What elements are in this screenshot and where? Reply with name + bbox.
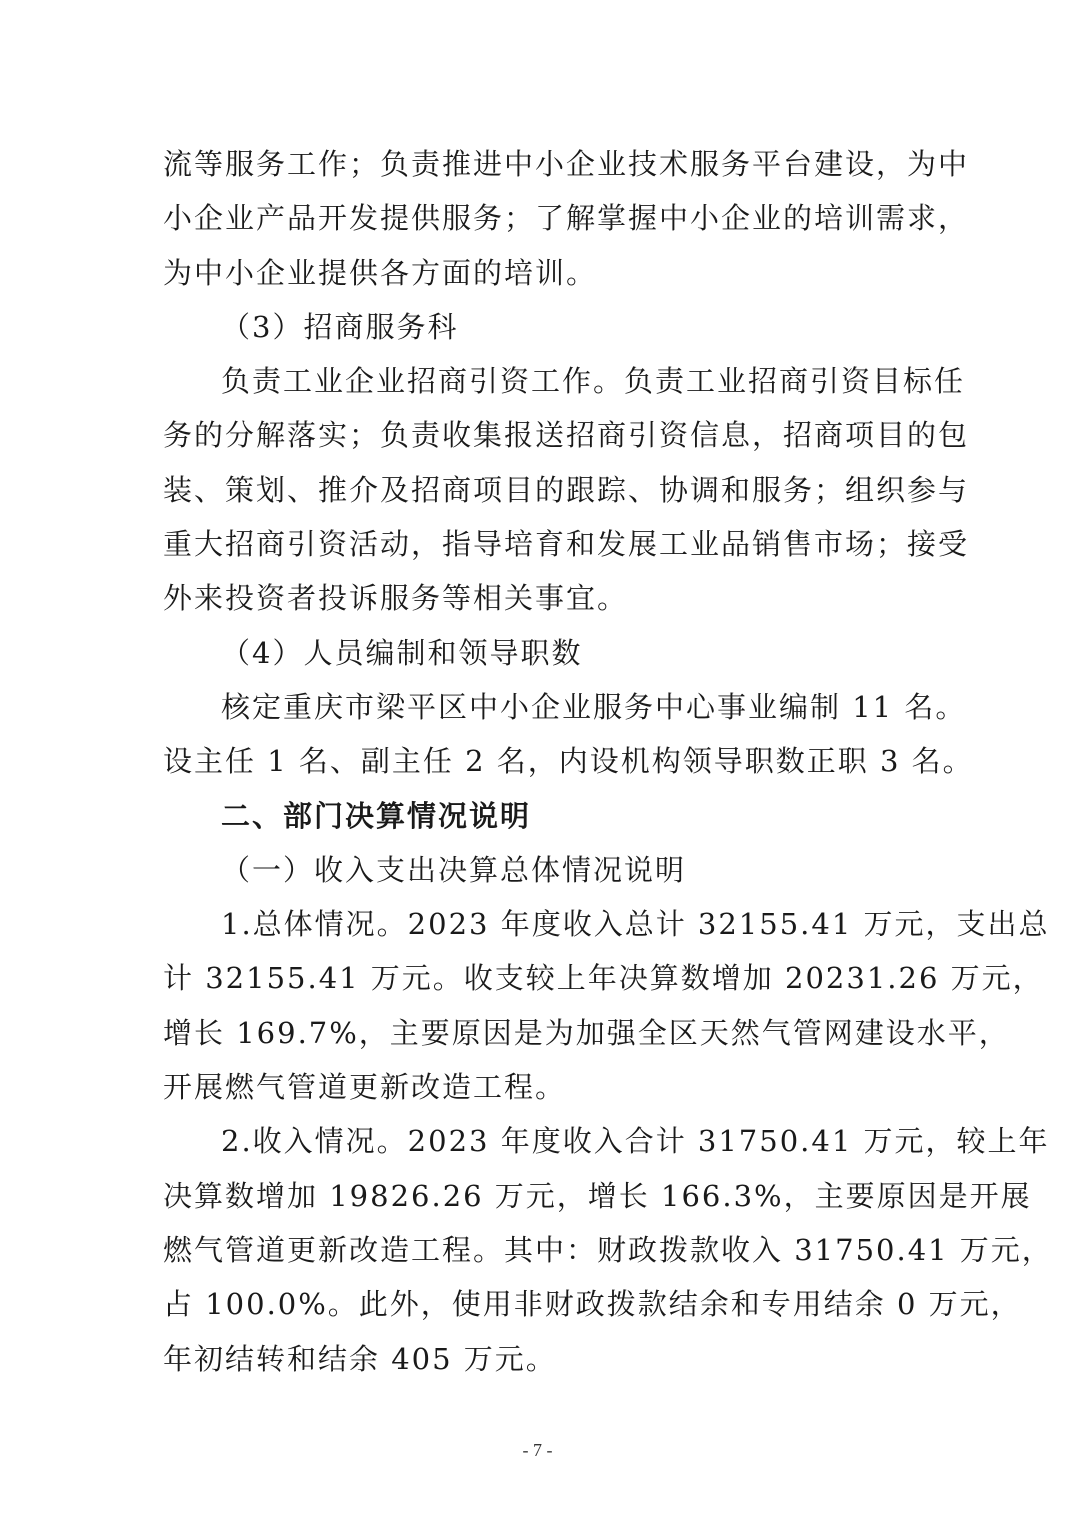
body-text-line: 装、策划、推介及招商项目的跟踪、协调和服务；组织参与 xyxy=(163,472,970,507)
body-text-line: 务的分解落实；负责收集报送招商引资信息，招商项目的包 xyxy=(163,418,970,453)
document-body xyxy=(163,137,1053,1386)
subsection-heading: （3）招商服务科 xyxy=(221,309,459,344)
body-text-line: 外来投资者投诉服务等相关事宜。 xyxy=(163,581,629,616)
body-text-line: 燃气管道更新改造工程。其中：财政拨款收入 31750.41 万元， xyxy=(163,1232,1053,1267)
body-text-line: 负责工业企业招商引资工作。负责工业招商引资目标任 xyxy=(221,364,966,399)
body-text-line: 1.总体情况。2023 年度收入总计 32155.41 万元，支出总 xyxy=(221,907,1050,942)
body-text-line: 流等服务工作；负责推进中小企业技术服务平台建设，为中 xyxy=(163,147,970,181)
subsection-heading: （4）人员编制和领导职数 xyxy=(221,635,583,670)
body-text-line: 决算数增加 19826.26 万元，增长 166.3%，主要原因是开展 xyxy=(163,1178,1032,1213)
body-text-line: 设主任 1 名、副主任 2 名，内设机构领导职数正职 3 名。 xyxy=(163,744,974,779)
body-text-line: 占 100.0%。此外，使用非财政拨款结余和专用结余 0 万元， xyxy=(163,1287,1022,1322)
section-heading: 二、部门决算情况说明 xyxy=(221,798,532,833)
body-text-line: 增长 169.7%，主要原因是为加强全区天然气管网建设水平， xyxy=(163,1015,1010,1050)
subsection-heading: （一）收入支出决算总体情况说明 xyxy=(221,852,687,887)
body-text-line: 小企业产品开发提供服务；了解掌握中小企业的培训需求， xyxy=(163,201,970,236)
body-text-line: 为中小企业提供各方面的培训。 xyxy=(163,255,598,290)
body-text-line: 2.收入情况。2023 年度收入合计 31750.41 万元，较上年 xyxy=(221,1124,1050,1159)
body-text-line: 开展燃气管道更新改造工程。 xyxy=(163,1070,567,1105)
body-text-line: 计 32155.41 万元。收支较上年决算数增加 20231.26 万元， xyxy=(163,961,1044,996)
page-number: - 7 - xyxy=(522,1440,553,1460)
body-text-line: 年初结转和结余 405 万元。 xyxy=(163,1341,557,1376)
body-text-line: 重大招商引资活动，指导培育和发展工业品销售市场；接受 xyxy=(163,527,970,562)
body-text-line: 核定重庆市梁平区中小企业服务中心事业编制 11 名。 xyxy=(221,689,967,724)
